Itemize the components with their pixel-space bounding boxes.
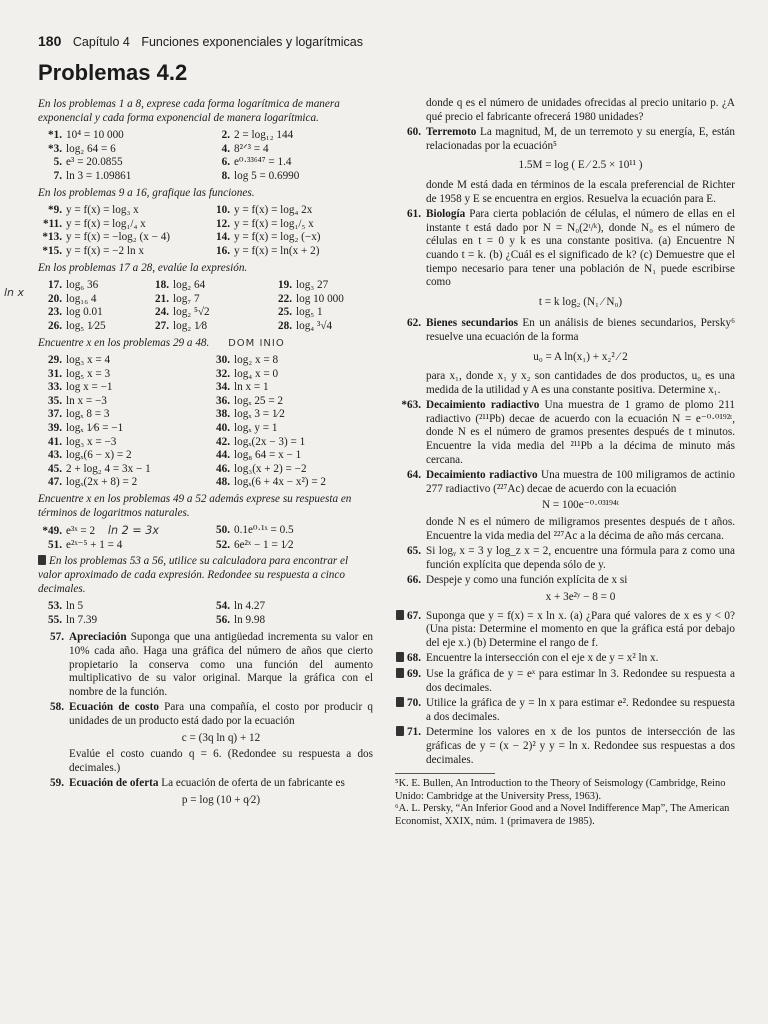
exercise: 36. logₓ 25 = 2 <box>216 394 284 407</box>
exercise: 10. y = f(x) = log₄ 2x <box>216 204 313 217</box>
exercise: 5. e³ = 20.0855 <box>53 156 123 169</box>
exercise: 53. ln 5 <box>48 600 84 613</box>
calculator-icon <box>396 652 404 662</box>
problem-67: 67. Suponga que y = f(x) = x ln x. (a) ¿Para qué valores de x es y < 0? (Una pista: Determine el momento en que la gráfica está por debajo del eje x.) (b) Determine el rango de f. <box>395 610 735 651</box>
problem-set-2 <box>38 204 373 258</box>
problem-71: 71. Determine los valores en x de los puntos de intersección de las gráficas de y = (x − 2)² y y = ln x. Redondee sus respuestas a dos decimales. <box>395 726 735 767</box>
problem-61: 61. Biología Para cierta población de células, el número de ellas en el instante t está dado por N = N₀(2ᵗ/ᵏ), donde N₀ es el número de células en t = 0 y k es una constante positiva. (a) Encuentre N cuando t = k. (b) ¿Cuál es el significado de k? (c) Demuestre que el tiempo necesario para tener una población de N₁ puede escribirse como t = k log₂ (N₁ ⁄ N₀) <box>407 208 735 308</box>
calculator-icon <box>396 726 404 736</box>
exercise: 14. y = f(x) = log₂ (−x) <box>216 231 321 244</box>
exercise: 27. log₂ 1⁄8 <box>155 319 208 332</box>
equation: N = 100e⁻⁰·⁰³¹⁹⁴ᵗ <box>542 499 619 512</box>
handwritten-note: ln 2 = 3x <box>107 524 159 538</box>
equation: 1.5M = log ( E ⁄ 2.5 × 10¹¹ ) <box>518 159 643 172</box>
problem-69: 69. Use la gráfica de y = eˣ para estimar ln 3. Redondee su respuesta a dos decimales. <box>395 668 735 695</box>
exercise: 26. log₅ 1⁄25 <box>48 319 106 332</box>
problem-66: 66. Despeje y como una función explícita de x si x + 3e²ʸ − 8 = 0 <box>395 574 735 607</box>
problem-59: 59. Ecuación de oferta La ecuación de oferta de un fabricante es p = log (10 + q⁄2) <box>38 777 373 810</box>
exercise: 28. log₄ ³√4 <box>278 319 333 332</box>
exercise: 23. log 0.01 <box>48 306 103 319</box>
chapter-label: Capítulo 4 <box>72 35 130 49</box>
exercise: 25. log₅ 1 <box>278 306 323 319</box>
calculator-icon <box>38 555 46 565</box>
exercise: 46. log₃(x + 2) = −2 <box>216 462 307 475</box>
calculator-icon <box>396 668 404 678</box>
problem-set-3 <box>38 279 373 333</box>
problem-59-continued: donde q es el número de unidades ofrecidas al precio unitario p. ¿A qué precio el fabricante ofrecerá 1980 unidades? <box>426 97 735 123</box>
footnote-5: ⁵K. E. Bullen, An Introduction to the Theory of Seismology (Cambridge, Reino Unido: Cambridge at the University Press, 1963). <box>395 778 726 802</box>
exercise: 42. logₓ(2x − 3) = 1 <box>216 435 306 448</box>
equation: t = k log₂ (N₁ ⁄ N₀) <box>538 295 623 308</box>
exercise: 30. log₂ x = 8 <box>216 354 279 367</box>
exercise: 37. logₓ 8 = 3 <box>48 408 110 421</box>
exercise: *9. y = f(x) = log₃ x <box>48 204 139 217</box>
exercise: 16. y = f(x) = ln(x + 2) <box>216 244 320 257</box>
problem-62: 62. Bienes secundarios En un análisis de bienes secundarios, Persky⁶ resuelve una ecuación de la forma u₀ = A ln(x₁) + x₂² ⁄ 2 para x₁, donde x₁ y x₂ son cantidades de dos productos, u₀ es una medida de la utilidad y A es una constante positiva. Determine x₁. <box>407 317 735 396</box>
exercise: *15. y = f(x) = −2 ln x <box>42 244 144 257</box>
exercise: 17. log₆ 36 <box>48 279 99 292</box>
equation: u₀ = A ln(x₁) + x₂² ⁄ 2 <box>533 350 628 363</box>
exercise: 32. log₄ x = 0 <box>216 367 279 380</box>
equation: c = (3q ln q) + 12 <box>181 731 261 744</box>
exercise: *11. y = f(x) = log₁/₄ x <box>43 217 146 230</box>
problem-63: *63. Decaimiento radiactivo Una muestra de 1 gramo de plomo 211 radiactivo (²¹¹Pb) decae de acuerdo con la ecuación N = e⁻⁰·⁰¹⁹²ᵗ, donde N es el número de gramos presentes después de t minutos. Encuentre la vida media del ²¹¹Pb a la décima de minuto más cercana. <box>401 399 736 466</box>
problem-60: 60. Terremoto La magnitud, M, de un terremoto y su energía, E, están relacionadas por la ecuación⁵ 1.5M = log ( E ⁄ 2.5 × 10¹¹ ) donde M está dada en términos de la escala preferencial de Richter de 1958 y E se encuentra en ergios. Resuelva la ecuación para E. <box>407 126 735 205</box>
exercise: 18. log₂ 64 <box>155 279 206 292</box>
exercise: 41. log₃ x = −3 <box>48 435 117 448</box>
exercise: 29. log₃ x = 4 <box>48 354 111 367</box>
exercise: 33. log x = −1 <box>48 381 113 394</box>
page-title: Problemas 4.2 <box>38 60 188 85</box>
exercise: 7. ln 3 = 1.09861 <box>53 169 132 182</box>
equation: x + 3e²ʸ − 8 = 0 <box>545 591 616 603</box>
problem-64: 64. Decaimiento radiactivo Una muestra de 100 miligramos de actinio 277 radiactivo (²²⁷Ac) decae de acuerdo con la ecuación N = 100e⁻⁰·⁰³¹⁹⁴ᵗ donde N es el número de miligramos presentes después de t años. Encuentre la vida media del ²²⁷Ac a la décima de año más cercana. <box>407 469 736 542</box>
page-header <box>38 33 363 49</box>
exercise: 45. 2 + log₂ 4 = 3x − 1 <box>48 462 151 475</box>
exercise: 38. logₓ 3 = 1⁄2 <box>216 408 285 421</box>
exercise: 31. log₅ x = 3 <box>48 367 111 380</box>
problem-65: 65. Si logᵧ x = 3 y log_z x = 2, encuentre una fórmula para z como una función explícita que dependa sólo de y. <box>407 545 735 571</box>
exercise: *3. log₂ 64 = 6 <box>48 142 116 155</box>
exercise: 35. ln x = −3 <box>48 394 107 407</box>
exercise: 40. logₓ y = 1 <box>216 422 278 435</box>
problem-set-4 <box>38 354 373 490</box>
exercise: 48. logₓ(6 + 4x − x²) = 2 <box>216 476 327 489</box>
problem-58: 58. Ecuación de costo Para una compañía, el costo por producir q unidades de un producto está dado por la ecuación c = (3q ln q) + 12 Evalúe el costo cuando q = 6. (Redondee su respuesta a dos decimales.) <box>50 701 373 774</box>
exercise: 24. log₂ ⁵√2 <box>155 306 210 319</box>
exercise: 39. logₓ 1⁄6 = −1 <box>48 422 124 435</box>
equation: p = log (10 + q⁄2) <box>181 793 261 806</box>
problem-68: 68. Encuentre la intersección con el eje x de y = x² ln x. <box>395 652 735 666</box>
exercise: 2. 2 = log₁₂ 144 <box>221 129 294 142</box>
exercise: 22. log 10 000 <box>278 292 344 305</box>
exercise: 43. logₓ(6 − x) = 2 <box>48 449 132 462</box>
calculator-icon <box>396 610 404 620</box>
exercise: *13. y = f(x) = −log₂ (x − 4) <box>42 231 171 244</box>
exercise: 51. e²ˣ⁻⁵ + 1 = 4 <box>48 538 123 551</box>
right-column <box>395 97 735 829</box>
exercise: 52. 6e²ˣ − 1 = 1⁄2 <box>216 538 294 551</box>
instruction-6: En los problemas 53 a 56, utilice su calculadora para encontrar el valor aproximado de cada expresión. Redondee su respuesta a cinco decimales. <box>38 555 349 595</box>
calculator-icon <box>396 697 404 707</box>
instruction-5: Encuentre x en los problemas 49 a 52 además exprese su respuesta en términos de logaritmos naturales. <box>38 493 352 519</box>
exercise: 44. log₈ 64 = x − 1 <box>216 449 302 462</box>
problem-set-5 <box>38 524 373 552</box>
exercise: 12. y = f(x) = log₁/₅ x <box>216 217 314 230</box>
exercise: 8. log 5 = 0.6990 <box>221 169 300 182</box>
page-number: 180 <box>38 33 62 49</box>
left-column <box>38 95 373 813</box>
instruction-2: En los problemas 9 a 16, grafique las funciones. <box>38 186 255 199</box>
exercise: 34. ln x = 1 <box>216 381 269 394</box>
problem-set-6 <box>38 600 373 627</box>
problem-set-1 <box>38 129 373 183</box>
problem-57: 57. Apreciación Suponga que una antigüedad incrementa su valor en 10% cada año. Haga una gráfica del número de años que cierto propietario la conserva como una función del aumento multiplicativo de su valor original. Marque la gráfica con el nombre de la función. <box>50 631 374 698</box>
exercise: 56. ln 9.98 <box>216 613 266 626</box>
exercise: *1. 10⁴ = 10 000 <box>48 129 124 142</box>
instruction-4: Encuentre x en los problemas 29 a 48. DOM INIO <box>38 336 285 349</box>
exercise: 4. 8²ᐟ³ = 4 <box>221 142 269 155</box>
handwritten-note: ln x <box>4 286 25 299</box>
section-title: Funciones exponenciales y logarítmicas <box>141 35 363 49</box>
exercise: 19. log₃ 27 <box>278 279 329 292</box>
exercise: 47. logₓ(2x + 8) = 2 <box>48 476 138 489</box>
footnote-6: ⁶A. L. Persky, “An Inferior Good and a Novel Indifference Map”, The American Economist, XXIX, núm. 1 (primavera de 1985). <box>395 803 730 827</box>
exercise: 54. ln 4.27 <box>216 600 266 613</box>
exercise: 55. ln 7.39 <box>48 613 98 626</box>
instruction-1: En los problemas 1 a 8, exprese cada forma logarítmica de manera exponencial y cada forma exponencial de manera logarítmica. <box>38 98 340 124</box>
problem-70: 70. Utilice la gráfica de y = ln x para estimar e². Redondee su respuesta a dos decimales. <box>395 697 735 724</box>
exercise: 20. log₁₆ 4 <box>48 292 97 305</box>
handwritten-note: DOM INIO <box>228 337 285 349</box>
exercise: 21. log₇ 7 <box>155 292 200 305</box>
exercise: *49. e³ˣ = 2 ln 2 = 3x <box>42 524 159 538</box>
instruction-3: En los problemas 17 a 28, evalúe la expresión. <box>38 261 248 274</box>
exercise: 6. e⁰·³³⁶⁴⁷ = 1.4 <box>221 156 292 169</box>
exercise: 50. 0.1e⁰·¹ˣ = 0.5 <box>216 524 294 537</box>
